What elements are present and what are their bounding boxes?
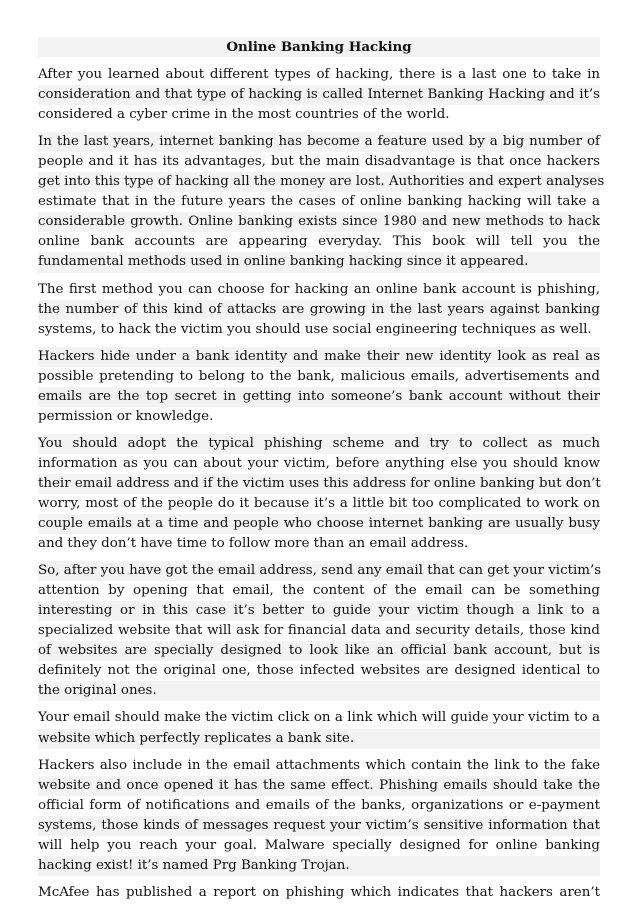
paragraph [38, 347, 600, 427]
text-line: Hackers hide under a bank identity and make their new identity look as real as [38, 347, 600, 367]
text-line: Hackers also include in the email attachments which contain the link to the fake [38, 757, 600, 773]
text-line: the number of this kind of attacks are growing in the last years against banking [38, 300, 600, 320]
text-line: estimate that in the future years the cases of online banking hacking will take a [38, 194, 600, 210]
text-line: people and it has its advantages, but the main disadvantage is that once hackers [38, 154, 600, 170]
text-line: hacking exist! it’s named Prg Banking Trojan. [38, 856, 600, 876]
document-title: Online Banking Hacking [38, 37, 600, 57]
text-line: worry, most of the people do it because it’s a little bit too complicated to work on [38, 495, 600, 511]
paragraph [38, 434, 600, 554]
text-line: couple emails at a time and people who choose internet banking are usually busy [38, 514, 600, 534]
text-line: considered a cyber crime in the most countries of the world. [38, 107, 450, 123]
text-line: website which perfectly replicates a bank site. [38, 729, 600, 749]
paragraph [38, 561, 600, 701]
text-line: of websites are specially designed to look like an official bank account, but is [38, 641, 600, 661]
text-line: emails are the top secret in getting into someone’s bank account without their [38, 387, 600, 407]
text-line: information as you can about your victim, before anything else you should know [38, 455, 600, 471]
paragraph [38, 756, 600, 876]
text-line: McAfee has published a report on phishing which indicates that hackers aren’t [38, 884, 600, 900]
text-line: So, after you have got the email address, send any email that can get your victim’s [38, 561, 600, 581]
text-line: website and once opened it has the same effect. Phishing emails should take the [38, 776, 600, 796]
text-line: get into this type of hacking all the money are lost. Authorities and expert analyses [38, 172, 600, 192]
paragraph [38, 883, 600, 903]
text-line: Your email should make the victim click on a link which will guide your victim to a [38, 710, 600, 726]
text-line: considerable growth. Online banking exists since 1980 and new methods to hack [38, 212, 600, 232]
text-line: their email address and if the victim uses this address for online banking but don’t [38, 474, 600, 494]
text-line: interesting or in this case it’s better to guide your victim though a link to a [38, 601, 600, 621]
text-line: definitely not the original one, those infected websites are designed identical to [38, 663, 600, 679]
text-line: official form of notifications and emails of the banks, organizations or e-payment [38, 797, 600, 813]
text-line: and they don’t have time to follow more than an email address. [38, 536, 469, 552]
text-line: the original ones. [38, 681, 600, 701]
paragraph [38, 708, 600, 748]
text-line: systems, to hack the victim you should use social engineering techniques as well. [38, 321, 592, 337]
paragraph [38, 280, 600, 340]
paragraph [38, 65, 600, 125]
text-line: The first method you can choose for hacking an online bank account is phishing, [38, 281, 600, 297]
text-line: permission or knowledge. [38, 408, 214, 424]
text-line: possible pretending to belong to the bank, malicious emails, advertisements and [38, 368, 600, 384]
text-line: After you learned about different types of hacking, there is a last one to take in [38, 67, 600, 83]
text-line: systems, those kinds of messages request your victim’s sensitive information that [38, 816, 600, 836]
text-line: consideration and that type of hacking is called Internet Banking Hacking and it’s [38, 85, 600, 105]
text-line: You should adopt the typical phishing scheme and try to collect as much [38, 434, 600, 454]
text-line: In the last years, internet banking has become a feature used by a big number of [38, 132, 600, 152]
text-line: specialized website that will ask for financial data and security details, those kind [38, 623, 600, 639]
text-line: online bank accounts are appearing everyday. This book will tell you the [38, 234, 600, 250]
document-page [38, 37, 605, 910]
text-line: will help you reach your goal. Malware specially designed for online banking [38, 837, 600, 853]
paragraph [38, 132, 605, 272]
document-body [38, 65, 605, 903]
text-line: attention by opening that email, the content of the email can be something [38, 583, 600, 599]
text-line: fundamental methods used in online banking hacking since it appeared. [38, 252, 600, 272]
